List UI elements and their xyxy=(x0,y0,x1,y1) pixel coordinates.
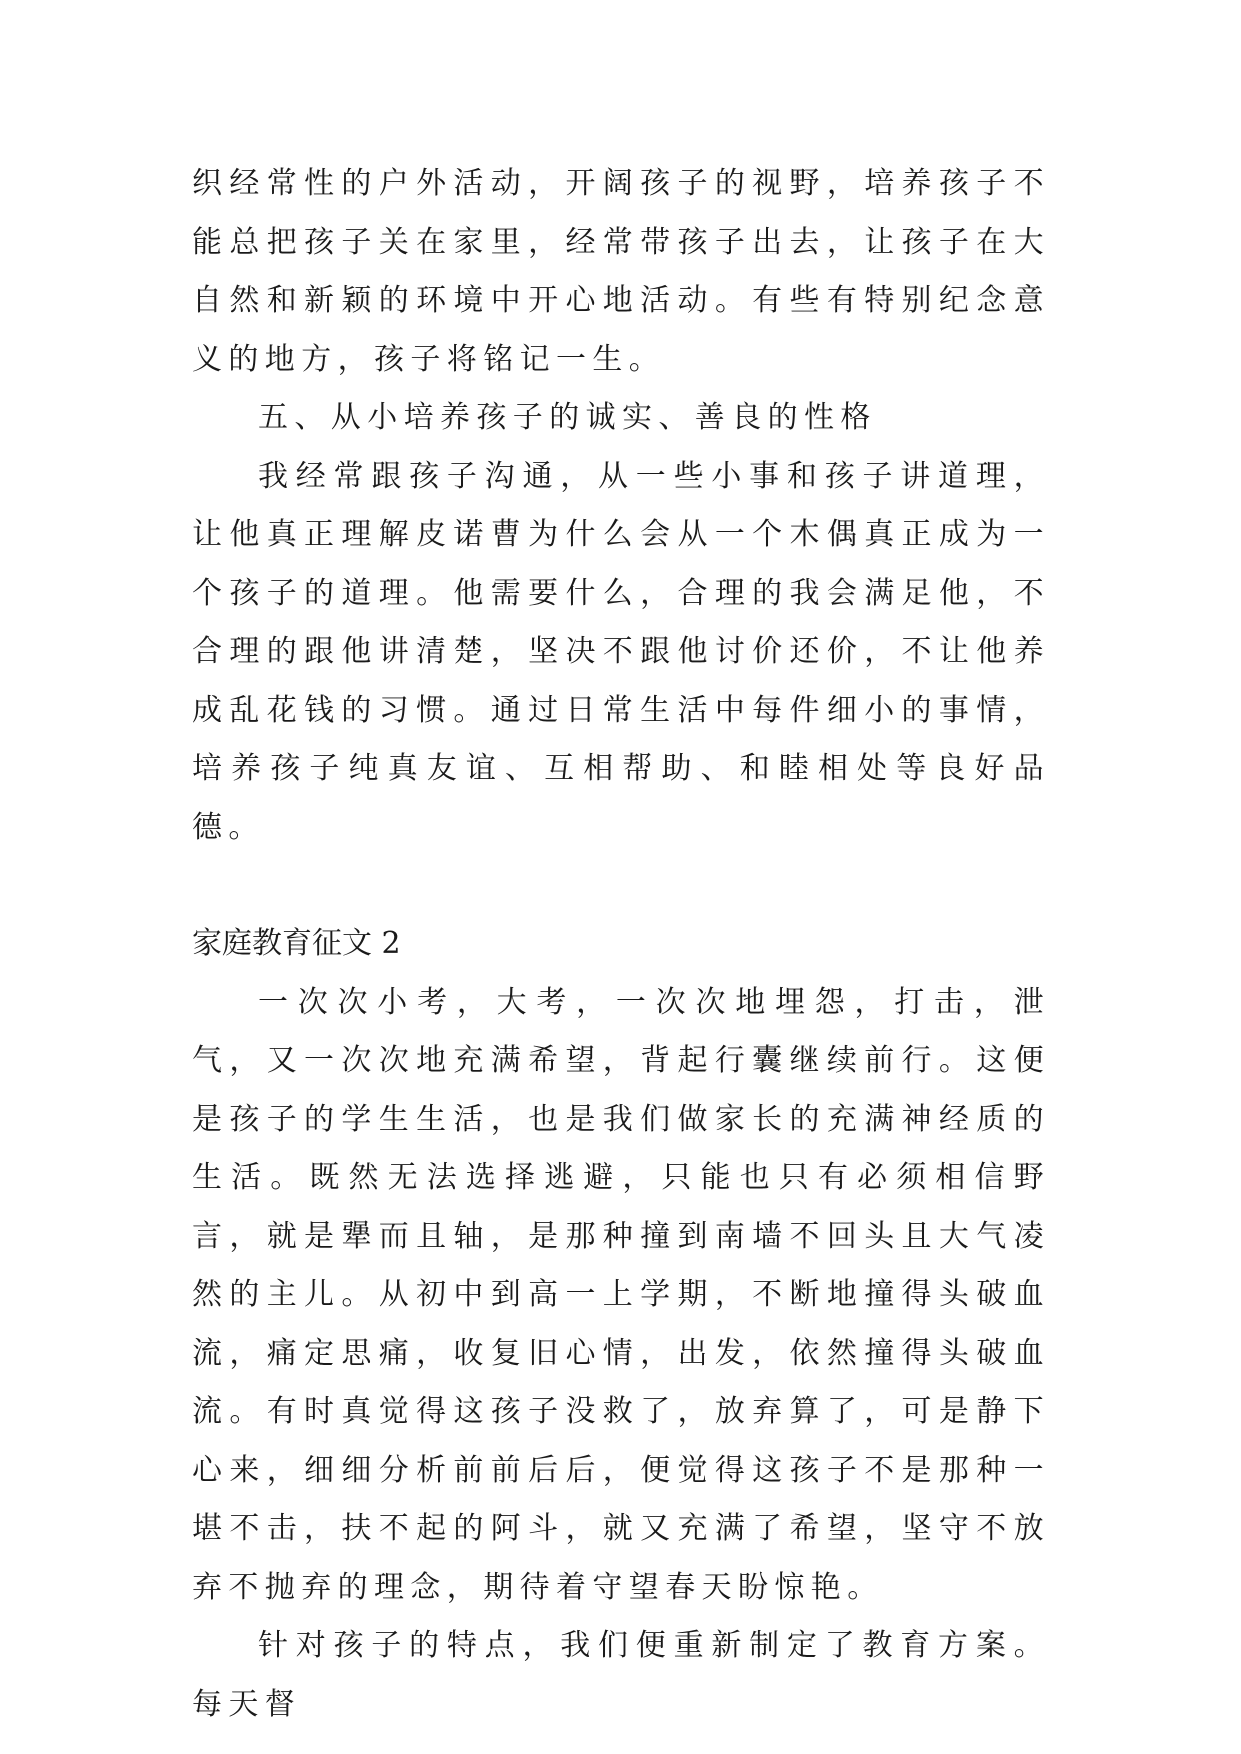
paragraph-continued: 织经常性的户外活动，开阔孩子的视野，培养孩子不能总把孩子关在家里，经常带孩子出去，让孩子在大自然和新颖的环境中开心地活动。有些有特别纪念意义的地方，孩子将铭记一生。 xyxy=(192,166,1050,377)
document-page xyxy=(192,155,1050,1734)
paragraph-honesty: 我经常跟孩子沟通，从一些小事和孩子讲道理，让他真正理解皮诺曹为什么会从一个木偶真正成为一个孩子的道理。他需要什么，合理的我会满足他，不合理的跟他讲清楚，坚决不跟他讨价还价，不让他养成乱花钱的习惯。通过日常生活中每件细小的事情，培养孩子纯真友谊、互相帮助、和睦相处等良好品德。 xyxy=(192,458,1050,845)
section-title: 家庭教育征文 2 xyxy=(192,926,401,961)
subheading-five: 五、从小培养孩子的诚实、善良的性格 xyxy=(258,400,877,435)
paragraph-plan: 针对孩子的特点，我们便重新制定了教育方案。每天督 xyxy=(192,1628,1050,1722)
paragraph-exams: 一次次小考，大考，一次次地埋怨，打击，泄气，又一次次地充满希望，背起行囊继续前行。这便是孩子的学生生活，也是我们做家长的充满神经质的生活。既然无法选择逃避，只能也只有必须相信野言，就是犟而且轴，是那种撞到南墙不回头且大气凌然的主儿。从初中到高一上学期，不断地撞得头破血流，痛定思痛，收复旧心情，出发，依然撞得头破血流。有时真觉得这孩子没救了，放弃算了，可是静下心来，细细分析前前后后，便觉得这孩子不是那种一堪不击，扶不起的阿斗，就又充满了希望，坚守不放弃不抛弃的理念，期待着守望春天盼惊艳。 xyxy=(192,984,1050,1605)
section-gap xyxy=(192,857,1050,915)
